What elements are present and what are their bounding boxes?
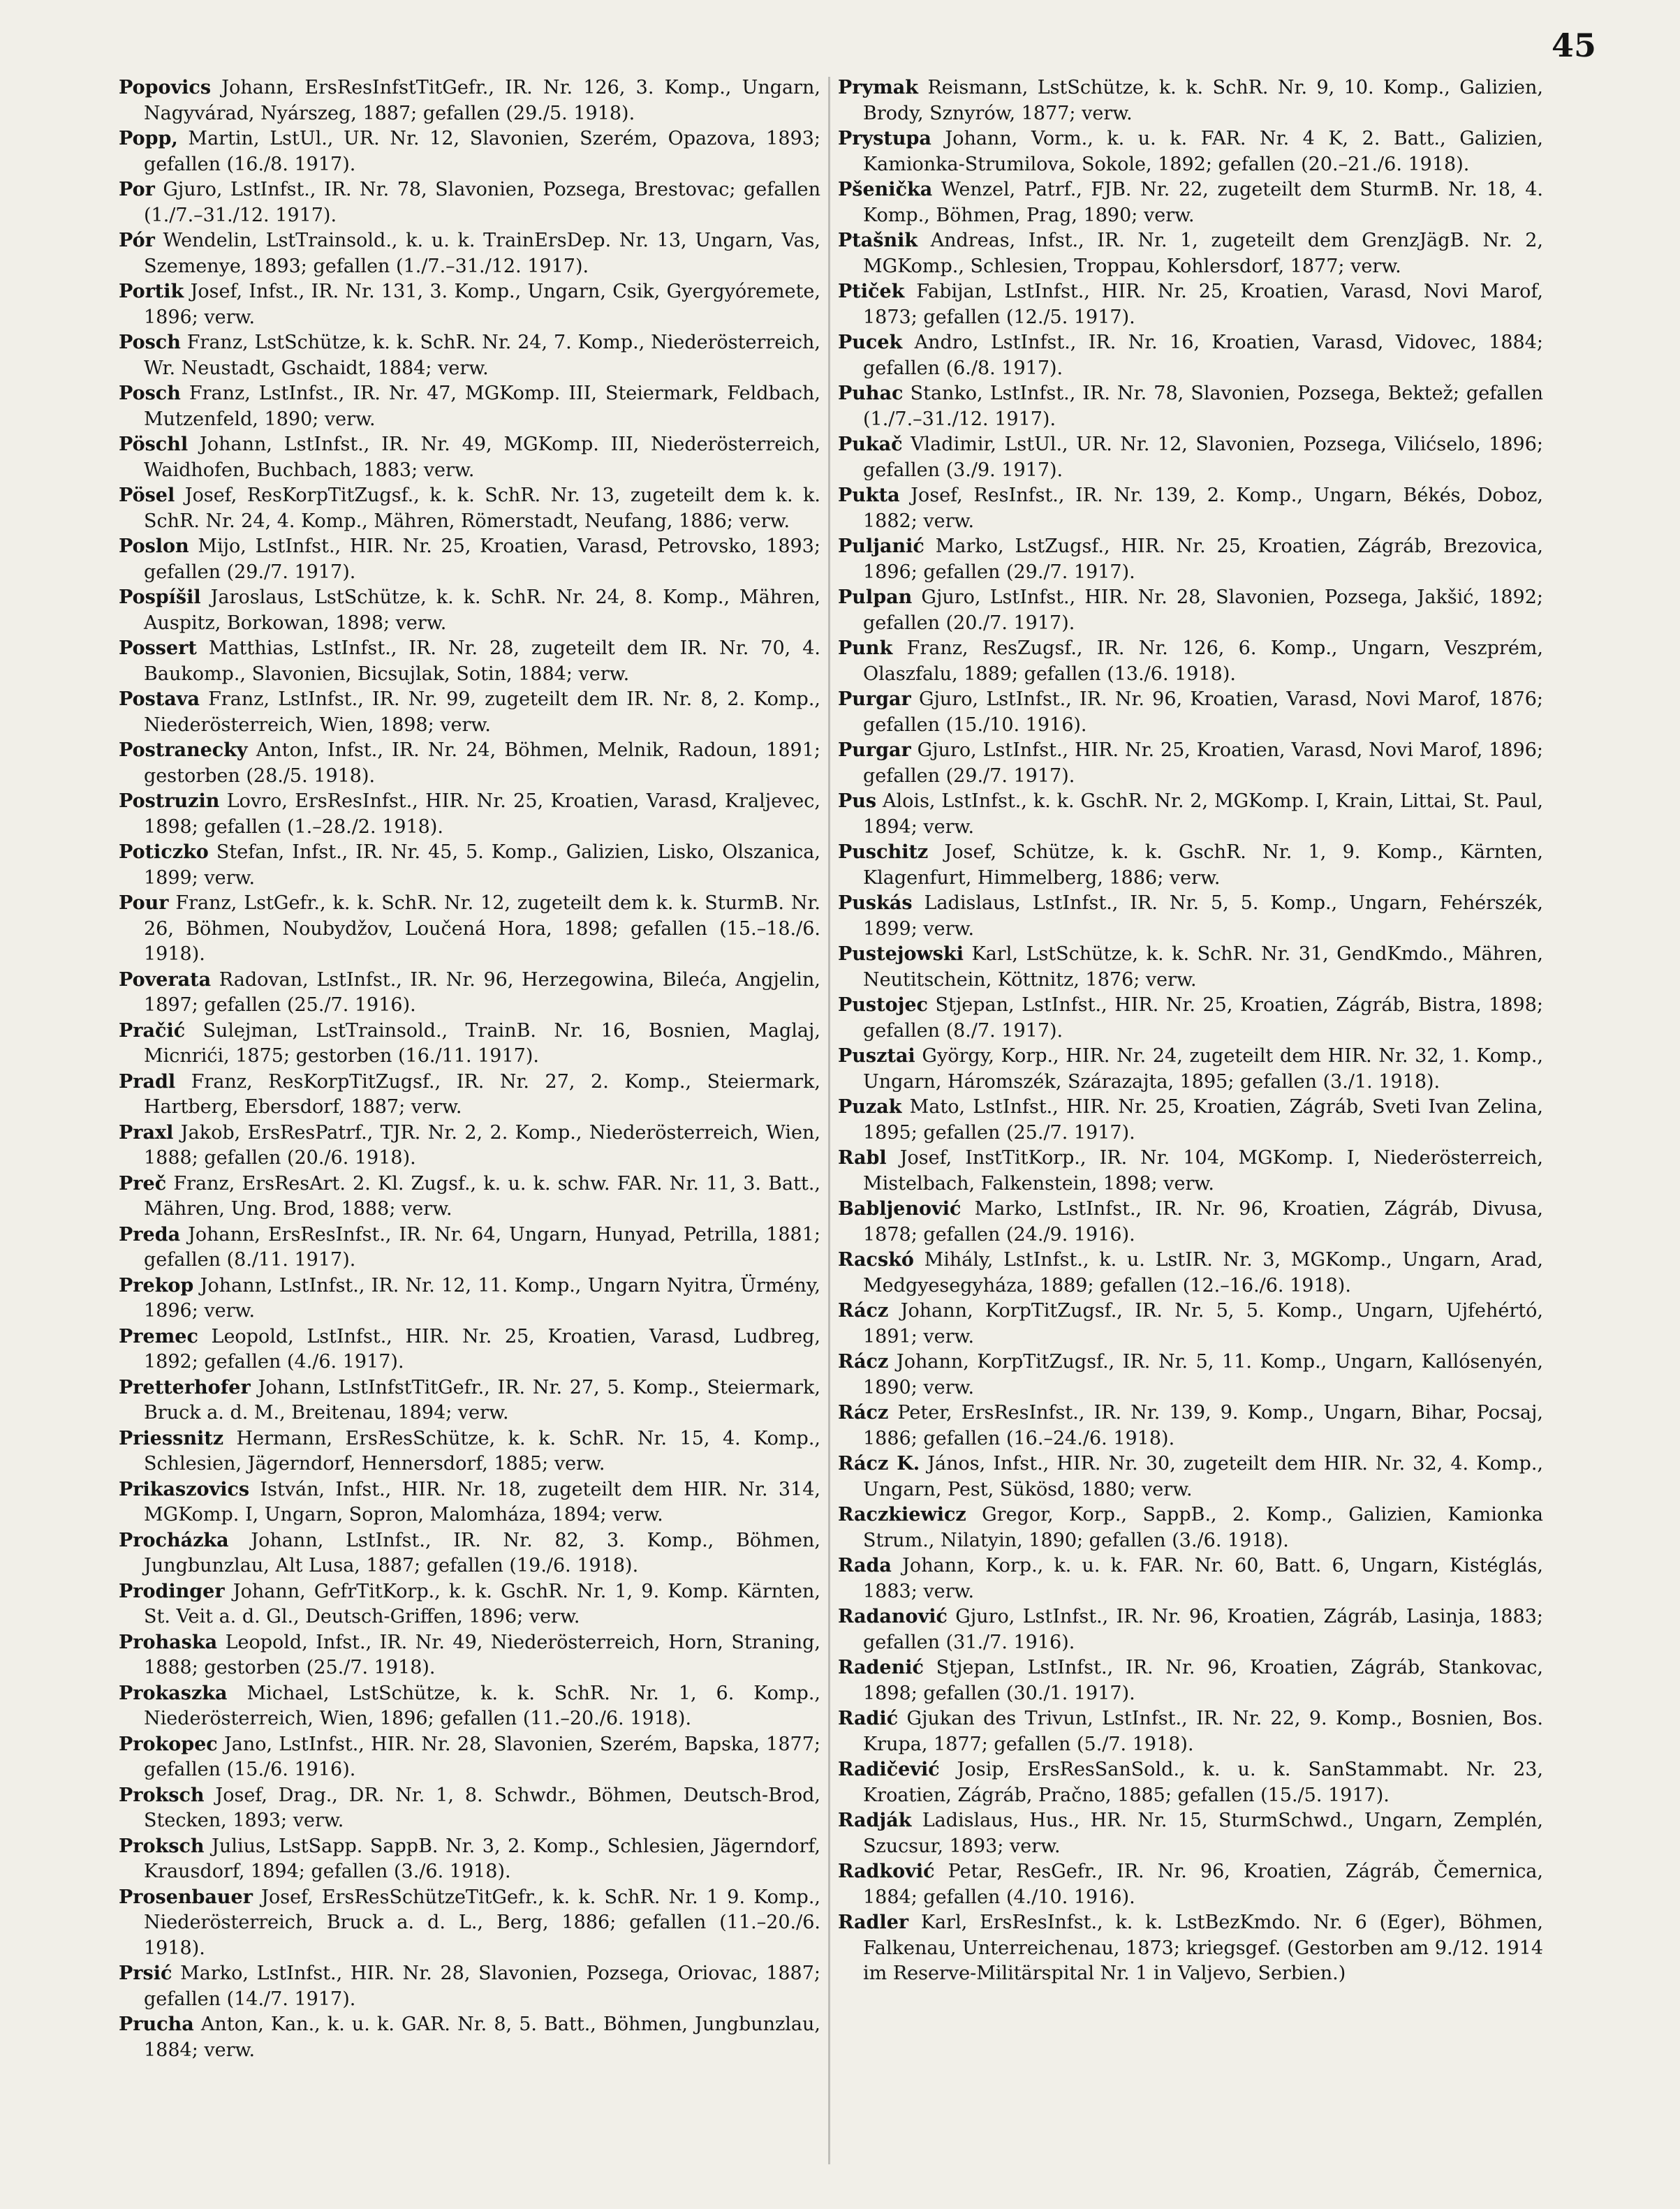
entry-details: Mijo, LstInfst., HIR. Nr. 25, Kroatien, Varasd, Petrovsko, 1893; gefallen (29./7. 1917). (144, 535, 820, 583)
entry-details: Martin, LstUl., UR. Nr. 12, Slavonien, Szerém, Opazova, 1893; gefallen (16./8. 1917). (144, 128, 820, 175)
register-entry (838, 1095, 1543, 1146)
entry-details: Johann, ErsResInfst., IR. Nr. 64, Ungarn, Hunyad, Petrilla, 1881; gefallen (8./11. 1917). (144, 1223, 820, 1271)
register-entry (119, 789, 820, 840)
entry-details: Leopold, LstInfst., HIR. Nr. 25, Kroatien, Varasd, Ludbreg, 1892; gefallen (4./6. 1917). (144, 1325, 820, 1373)
register-entry (838, 1502, 1543, 1553)
entry-details: Franz, LstSchütze, k. k. SchR. Nr. 24, 7. Komp., Niederösterreich, Wr. Neustadt, Gschaidt, 1884; verw. (144, 332, 820, 379)
register-entry (119, 75, 820, 126)
entry-details: Karl, ErsResInfst., k. k. LstBezKmdo. Nr. 6 (Eger), Böhmen, Falkenau, Unterreichenau, 1873; kriegsgef. (Gestorben am 9./12. 1914 im Reserve-Militärspital Nr. 1 in Valjevo, Serbien.) (863, 1912, 1543, 1984)
entry-surname: Posch (119, 332, 181, 353)
entry-details: Johann, Vorm., k. u. k. FAR. Nr. 4 K, 2. Batt., Galizien, Kamionka-Strumilova, Sokole, 1892; gefallen (20.–21./6. 1918). (863, 128, 1543, 175)
entry-surname: Pretterhofer (119, 1376, 251, 1398)
register-entry (119, 840, 820, 891)
entry-surname: Pustojec (838, 994, 929, 1016)
register-entry (838, 1604, 1543, 1655)
register-entry (119, 1885, 820, 1962)
entry-surname: Punk (838, 637, 893, 659)
entry-details: Josef, ResKorpTitZugsf., k. k. SchR. Nr. 13, zugeteilt dem k. k. SchR. Nr. 24, 4. Komp., Mähren, Römerstadt, Neufang, 1886; verw. (144, 485, 820, 532)
entry-surname: Radenić (838, 1657, 924, 1678)
register-entry (838, 1451, 1543, 1502)
entry-surname: Possert (119, 637, 197, 659)
entry-details: Josef, ErsResSchützeTitGefr., k. k. SchR. Nr. 1 9. Komp., Niederösterreich, Bruck a. d. L., Berg, 1886; gefallen (11.–20./6. 1918). (144, 1886, 820, 1959)
entry-details: Stefan, Infst., IR. Nr. 45, 5. Komp., Galizien, Lisko, Olszanica, 1899; verw. (144, 841, 820, 889)
register-entry (838, 1910, 1543, 1987)
entry-surname: Ptiček (838, 281, 905, 302)
entry-details: Gjukan des Trivun, LstInfst., IR. Nr. 22, 9. Komp., Bosnien, Bos. Krupa, 1877; gefallen (5./7. 1918). (863, 1708, 1543, 1755)
entry-surname: Radković (838, 1861, 935, 1882)
entry-details: Andreas, Infst., IR. Nr. 1, zugeteilt dem GrenzJägB. Nr. 2, MGKomp., Schlesien, Troppau, Kohlersdorf, 1877; verw. (863, 230, 1543, 277)
entry-surname: Pospíšil (119, 586, 201, 608)
register-entry (838, 1299, 1543, 1350)
entry-surname: Radić (838, 1708, 899, 1729)
register-entry (119, 968, 820, 1019)
register-entry (119, 1375, 820, 1426)
entry-details: Franz, LstGefr., k. k. SchR. Nr. 12, zugeteilt dem k. k. SturmB. Nr. 26, Böhmen, Noubydžov, Loučená Hora, 1898; gefallen (15.–18./6. 1918). (144, 892, 820, 965)
entry-details: Reismann, LstSchütze, k. k. SchR. Nr. 9, 10. Komp., Galizien, Brody, Sznyrów, 1877; verw. (863, 77, 1543, 124)
register-entry (838, 126, 1543, 177)
entry-details: Johann, LstInfst., IR. Nr. 12, 11. Komp., Ungarn Nyitra, Ürmény, 1896; verw. (144, 1274, 820, 1322)
entry-details: Radovan, LstInfst., IR. Nr. 96, Herzegowina, Bileća, Angjelin, 1897; gefallen (25./7. 1916). (144, 968, 820, 1016)
entry-details: Johann, KorpTitZugsf., IR. Nr. 5, 5. Komp., Ungarn, Ujfehértó, 1891; verw. (863, 1300, 1543, 1347)
entry-details: Gjuro, LstInfst., HIR. Nr. 25, Kroatien, Varasd, Novi Marof, 1896; gefallen (29./7. 1917). (863, 739, 1543, 787)
entry-details: Fabijan, LstInfst., HIR. Nr. 25, Kroatien, Varasd, Novi Marof, 1873; gefallen (12./5. 1917). (863, 281, 1543, 328)
entry-surname: Puzak (838, 1096, 902, 1118)
register-entry (119, 1324, 820, 1375)
register-entry (838, 1401, 1543, 1451)
entry-surname: Prucha (119, 2014, 194, 2035)
entry-details: Josef, Infst., IR. Nr. 131, 3. Komp., Ungarn, Csik, Gyergyóremete, 1896; verw. (144, 281, 820, 328)
entry-surname: Por (119, 179, 155, 200)
left-column (119, 75, 820, 2063)
entry-details: Jaroslaus, LstSchütze, k. k. SchR. Nr. 24, 8. Komp., Mähren, Auspitz, Borkowan, 1898; verw. (144, 586, 820, 634)
register-entry (119, 1426, 820, 1477)
entry-surname: Puschitz (838, 841, 929, 863)
entry-surname: Posch (119, 383, 181, 404)
entry-details: Karl, LstSchütze, k. k. SchR. Nr. 31, GendKmdo., Mähren, Neutitschein, Köttnitz, 1876; verw. (863, 943, 1543, 991)
entry-surname: Prokopec (119, 1733, 218, 1755)
entry-surname: Pšenička (838, 179, 933, 200)
entry-details: Jano, LstInfst., HIR. Nr. 28, Slavonien, Szerém, Bapska, 1877; gefallen (15./6. 1916). (144, 1733, 820, 1780)
register-entry (119, 534, 820, 585)
register-entry (119, 1070, 820, 1121)
register-entry (119, 1783, 820, 1834)
entry-details: Wendelin, LstTrainsold., k. u. k. TrainErsDep. Nr. 13, Ungarn, Vas, Szemenye, 1893; gefallen (1./7.–31./12. 1917). (144, 230, 820, 277)
register-entry (838, 279, 1543, 330)
entry-details: Wenzel, Patrf., FJB. Nr. 22, zugeteilt dem SturmB. Nr. 18, 4. Komp., Böhmen, Prag, 1890; verw. (863, 179, 1543, 226)
register-entry (838, 687, 1543, 738)
entry-details: Johann, KorpTitZugsf., IR. Nr. 5, 11. Komp., Ungarn, Kallósenyén, 1890; verw. (863, 1351, 1543, 1398)
entry-surname: Poslon (119, 535, 189, 557)
entry-surname: Praxl (119, 1121, 174, 1144)
entry-surname: Procházka (119, 1529, 229, 1551)
entry-surname: Puhac (838, 383, 904, 404)
entry-surname: Radanović (838, 1606, 948, 1627)
entry-details: István, Infst., HIR. Nr. 18, zugeteilt dem HIR. Nr. 314, MGKomp. I, Ungarn, Sopron, Malomháza, 1894; verw. (144, 1478, 820, 1525)
entry-details: Stjepan, LstInfst., IR. Nr. 96, Kroatien, Zágráb, Stankovac, 1898; gefallen (30./1. 1917). (863, 1657, 1543, 1704)
entry-details: Ladislaus, Hus., HR. Nr. 15, SturmSchwd., Ungarn, Zemplén, Szucsur, 1893; verw. (863, 1810, 1543, 1857)
entry-details: Anton, Infst., IR. Nr. 24, Böhmen, Melnik, Radoun, 1891; gestorben (28./5. 1918). (144, 739, 820, 787)
entry-surname: Purgar (838, 739, 911, 761)
entry-surname: Rácz K. (838, 1453, 920, 1475)
entry-surname: Poverata (119, 968, 212, 991)
register-entry (119, 1732, 820, 1783)
entry-details: Franz, ResZugsf., IR. Nr. 126, 6. Komp., Ungarn, Veszprém, Olaszfalu, 1889; gefallen (13./6. 1918). (863, 637, 1543, 685)
entry-details: Matthias, LstInfst., IR. Nr. 28, zugeteilt dem IR. Nr. 70, 4. Baukomp., Slavonien, Bicsujlak, Sotin, 1884; verw. (144, 637, 820, 685)
entry-surname: Pösel (119, 485, 175, 506)
register-entry (838, 1655, 1543, 1706)
register-entry (838, 1808, 1543, 1859)
entry-details: Franz, ErsResArt. 2. Kl. Zugsf., k. u. k. schw. FAR. Nr. 11, 3. Batt., Mähren, Ung. Brod, 1888; verw. (144, 1172, 820, 1220)
entry-details: Gjuro, LstInfst., IR. Nr. 96, Kroatien, Varasd, Novi Marof, 1876; gefallen (15./10. 1916). (863, 688, 1543, 736)
entry-details: Michael, LstSchütze, k. k. SchR. Nr. 1, 6. Komp., Niederösterreich, Wien, 1896; gefallen (11.–20./6. 1918). (144, 1682, 820, 1729)
entry-details: Johann, LstInfst., IR. Nr. 82, 3. Komp., Böhmen, Jungbunzlau, Alt Lusa, 1887; gefallen (19./6. 1918). (144, 1529, 820, 1576)
entry-surname: Rácz (838, 1402, 889, 1424)
register-entry (119, 1579, 820, 1630)
register-entry (838, 1859, 1543, 1910)
entry-details: Franz, LstInfst., IR. Nr. 99, zugeteilt dem IR. Nr. 8, 2. Komp., Niederösterreich, Wien, 1898; verw. (144, 688, 820, 736)
entry-details: Anton, Kan., k. u. k. GAR. Nr. 8, 5. Batt., Böhmen, Jungbunzlau, 1884; verw. (144, 2014, 820, 2061)
entry-surname: Popp, (119, 128, 178, 149)
entry-surname: Raczkiewicz (838, 1504, 966, 1525)
register-entry (838, 432, 1543, 483)
entry-surname: Prosenbauer (119, 1886, 253, 1908)
entry-details: Gjuro, LstInfst., HIR. Nr. 28, Slavonien, Pozsega, Jakšić, 1892; gefallen (20./7. 1917). (863, 586, 1543, 634)
entry-details: Andro, LstInfst., IR. Nr. 16, Kroatien, Varasd, Vidovec, 1884; gefallen (6./8. 1917). (863, 332, 1543, 379)
entry-details: Lovro, ErsResInfst., HIR. Nr. 25, Kroatien, Varasd, Kraljevec, 1898; gefallen (1.–28./2. 1918). (144, 790, 820, 838)
entry-surname: Prekop (119, 1274, 194, 1296)
register-entry (119, 891, 820, 968)
register-entry (838, 636, 1543, 687)
entry-surname: Preč (119, 1172, 167, 1195)
entry-details: Mato, LstInfst., HIR. Nr. 25, Kroatien, Zágráb, Sveti Ivan Zelina, 1895; gefallen (25./7. 1917). (863, 1096, 1543, 1144)
entry-surname: Rácz (838, 1300, 889, 1322)
register-entry (838, 1706, 1543, 1757)
entry-surname: Prikaszovics (119, 1478, 250, 1500)
entry-surname: Rabl (838, 1147, 887, 1169)
register-entry (119, 330, 820, 381)
entry-surname: Pöschl (119, 434, 189, 455)
entry-surname: Postruzin (119, 790, 220, 812)
entry-details: Gjuro, LstInfst., IR. Nr. 96, Kroatien, Zágráb, Lasinja, 1883; gefallen (31./7. 1916). (863, 1606, 1543, 1653)
entry-surname: Portik (119, 281, 184, 302)
entry-surname: Puskás (838, 892, 913, 914)
register-entry (838, 483, 1543, 534)
register-entry (119, 177, 820, 228)
page-number: 45 (1551, 27, 1596, 64)
register-entry (119, 636, 820, 687)
entry-details: Josef, InstTitKorp., IR. Nr. 104, MGKomp. I, Niederösterreich, Mistelbach, Falkenstein, 1898; verw. (863, 1147, 1543, 1195)
register-entry (838, 1197, 1543, 1248)
right-column (838, 75, 1543, 1987)
register-entry (838, 534, 1543, 585)
register-entry (838, 330, 1543, 381)
register-entry (838, 1146, 1543, 1197)
entry-surname: Poticzko (119, 841, 209, 863)
entry-surname: Racskó (838, 1249, 914, 1271)
entry-surname: Prystupa (838, 128, 931, 149)
entry-surname: Pulpan (838, 586, 913, 608)
register-entry (838, 75, 1543, 126)
register-entry (838, 228, 1543, 279)
entry-surname: Pór (119, 230, 155, 251)
entry-surname: Prohaska (119, 1631, 218, 1653)
register-entry (838, 738, 1543, 789)
entry-details: János, Infst., HIR. Nr. 30, zugeteilt dem HIR. Nr. 32, 4. Komp., Ungarn, Pest, Sükösd, 1880; verw. (863, 1453, 1543, 1500)
entry-surname: Pradl (119, 1070, 176, 1093)
register-entry (119, 1681, 820, 1732)
entry-surname: Radják (838, 1810, 912, 1831)
register-entry (838, 1248, 1543, 1299)
entry-details: Stanko, LstInfst., IR. Nr. 78, Slavonien, Pozsega, Bektež; gefallen (1./7.–31./12. 1917). (863, 383, 1544, 430)
entry-surname: Postava (119, 688, 200, 710)
register-entry (838, 177, 1543, 228)
register-entry (119, 1019, 820, 1070)
register-entry (838, 789, 1543, 840)
register-entry (838, 993, 1543, 1044)
entry-details: Alois, LstInfst., k. k. GschR. Nr. 2, MGKomp. I, Krain, Littai, St. Paul, 1894; verw. (863, 790, 1543, 838)
register-entry (119, 1961, 820, 2012)
entry-surname: Prokaszka (119, 1682, 228, 1704)
entry-surname: Premec (119, 1325, 198, 1347)
register-entry (119, 1172, 820, 1222)
entry-details: György, Korp., HIR. Nr. 24, zugeteilt dem HIR. Nr. 32, 1. Komp., Ungarn, Háromszék, Szárazajta, 1895; gefallen (3./1. 1918). (863, 1045, 1543, 1093)
entry-details: Gregor, Korp., SappB., 2. Komp., Galizien, Kamionka Strum., Nilatyin, 1890; gefallen (3./6. 1918). (863, 1504, 1543, 1551)
register-entry (119, 1121, 820, 1172)
entry-details: Josef, Schütze, k. k. GschR. Nr. 1, 9. Komp., Kärnten, Klagenfurt, Himmelberg, 1886; verw. (863, 841, 1543, 889)
entry-details: Vladimir, LstUl., UR. Nr. 12, Slavonien, Pozsega, Vilićselo, 1896; gefallen (3./9. 1917). (863, 434, 1543, 481)
register-entry (119, 381, 820, 432)
register-entry (119, 1630, 820, 1681)
entry-surname: Priessnitz (119, 1427, 224, 1449)
entry-surname: Proksch (119, 1784, 205, 1806)
entry-surname: Pus (838, 790, 877, 812)
entry-details: Gjuro, LstInfst., IR. Nr. 78, Slavonien, Pozsega, Brestovac; gefallen (1./7.–31./12. 1917). (144, 179, 820, 226)
entry-details: Mihály, LstInfst., k. u. LstIR. Nr. 3, MGKomp., Ungarn, Arad, Medgyesegyháza, 1889; gefallen (12.–16./6. 1918). (863, 1249, 1543, 1296)
register-entry (119, 1528, 820, 1579)
entry-surname: Pukač (838, 434, 903, 455)
entry-details: Johann, LstInfstTitGefr., IR. Nr. 27, 5. Komp., Steiermark, Bruck a. d. M., Breitenau, 1894; verw. (144, 1376, 820, 1424)
entry-surname: Puljanić (838, 535, 924, 557)
register-entry (838, 942, 1543, 993)
register-entry (119, 126, 820, 177)
entry-surname: Rada (838, 1555, 892, 1576)
register-entry (838, 1553, 1543, 1604)
register-entry (119, 2012, 820, 2063)
entry-surname: Prodinger (119, 1580, 225, 1602)
entry-details: Sulejman, LstTrainsold., TrainB. Nr. 16, Bosnien, Maglaj, Micnrići, 1875; gestorben (16./11. 1917). (144, 1019, 820, 1067)
entry-details: Josef, Drag., DR. Nr. 1, 8. Schwdr., Böhmen, Deutsch-Brod, Stecken, 1893; verw. (144, 1784, 820, 1831)
register-entry (119, 738, 820, 789)
entry-surname: Radler (838, 1912, 909, 1933)
entry-details: Julius, LstSapp. SappB. Nr. 3, 2. Komp., Schlesien, Jägerndorf, Krausdorf, 1894; gefallen (3./6. 1918). (144, 1835, 820, 1882)
entry-surname: Pukta (838, 485, 900, 506)
entry-surname: Rácz (838, 1351, 889, 1373)
entry-details: Marko, LstZugsf., HIR. Nr. 25, Kroatien, Zágráb, Brezovica, 1896; gefallen (29./7. 1917). (863, 535, 1544, 583)
entry-details: Johann, ErsResInfstTitGefr., IR. Nr. 126, 3. Komp., Ungarn, Nagyvárad, Nyárszeg, 1887; gefallen (29./5. 1918). (144, 77, 820, 124)
entry-details: Stjepan, LstInfst., HIR. Nr. 25, Kroatien, Zágráb, Bistra, 1898; gefallen (8./7. 1917). (863, 994, 1543, 1042)
entry-surname: Pusztai (838, 1045, 915, 1067)
entry-details: Johann, LstInfst., IR. Nr. 49, MGKomp. III, Niederösterreich, Waidhofen, Buchbach, 1883; verw. (144, 434, 820, 481)
register-entry (119, 1273, 820, 1324)
entry-surname: Pračić (119, 1019, 186, 1042)
register-entry (119, 279, 820, 330)
register-entry (119, 585, 820, 636)
column-divider (828, 77, 830, 2164)
register-entry (119, 228, 820, 279)
register-entry (838, 891, 1543, 942)
entry-surname: Ptašnik (838, 230, 918, 251)
entry-surname: Prymak (838, 77, 918, 98)
register-entry (119, 1834, 820, 1885)
entry-surname: Prsić (119, 1963, 172, 1984)
entry-details: Ladislaus, LstInfst., IR. Nr. 5, 5. Komp., Ungarn, Fehérszék, 1899; verw. (863, 892, 1543, 940)
register-entry (119, 1477, 820, 1528)
entry-details: Marko, LstInfst., IR. Nr. 96, Kroatien, Zágráb, Divusa, 1878; gefallen (24./9. 1916). (863, 1198, 1544, 1246)
entry-details: Jakob, ErsResPatrf., TJR. Nr. 2, 2. Komp., Niederösterreich, Wien, 1888; gefallen (20./6. 1918). (144, 1121, 820, 1169)
register-entry (838, 381, 1543, 432)
entry-details: Leopold, Infst., IR. Nr. 49, Niederösterreich, Horn, Straning, 1888; gestorben (25./7. 1918). (144, 1631, 820, 1678)
entry-surname: Pustejowski (838, 943, 964, 965)
register-entry (838, 1044, 1543, 1095)
entry-details: Marko, LstInfst., HIR. Nr. 28, Slavonien, Pozsega, Oriovac, 1887; gefallen (14./7. 1917). (144, 1963, 820, 2010)
entry-surname: Babljenović (838, 1198, 961, 1220)
entry-surname: Proksch (119, 1835, 205, 1857)
entry-details: Josip, ErsResSanSold., k. u. k. SanStammabt. Nr. 23, Kroatien, Zágráb, Pračno, 1885; gefallen (15./5. 1917). (863, 1759, 1544, 1806)
entry-details: Peter, ErsResInfst., IR. Nr. 139, 9. Komp., Ungarn, Bihar, Pocsaj, 1886; gefallen (16.–24./6. 1918). (863, 1402, 1543, 1449)
entry-details: Franz, ResKorpTitZugsf., IR. Nr. 27, 2. Komp., Steiermark, Hartberg, Ebersdorf, 1887; verw. (144, 1070, 820, 1118)
entry-details: Josef, ResInfst., IR. Nr. 139, 2. Komp., Ungarn, Békés, Doboz, 1882; verw. (863, 485, 1543, 532)
register-entry (119, 432, 820, 483)
entry-details: Hermann, ErsResSchütze, k. k. SchR. Nr. 15, 4. Komp., Schlesien, Jägerndorf, Hennersdorf, 1885; verw. (144, 1427, 820, 1475)
register-entry (119, 1222, 820, 1273)
entry-details: Franz, LstInfst., IR. Nr. 47, MGKomp. III, Steiermark, Feldbach, Mutzenfeld, 1890; verw. (144, 383, 820, 430)
entry-details: Petar, ResGefr., IR. Nr. 96, Kroatien, Zágráb, Čemernica, 1884; gefallen (4./10. 1916). (863, 1861, 1543, 1908)
register-entry (838, 1350, 1543, 1401)
entry-surname: Postranecky (119, 739, 248, 761)
register-entry (838, 840, 1543, 891)
entry-surname: Pour (119, 892, 169, 914)
entry-surname: Popovics (119, 77, 212, 98)
register-entry (838, 1757, 1543, 1808)
register-entry (838, 585, 1543, 636)
entry-surname: Purgar (838, 688, 911, 710)
entry-details: Johann, GefrTitKorp., k. k. GschR. Nr. 1, 9. Komp. Kärnten, St. Veit a. d. Gl., Deutsch-Griffen, 1896; verw. (144, 1580, 820, 1627)
register-entry (119, 483, 820, 534)
entry-surname: Pucek (838, 332, 903, 353)
entry-details: Johann, Korp., k. u. k. FAR. Nr. 60, Batt. 6, Ungarn, Kistéglás, 1883; verw. (863, 1555, 1543, 1602)
entry-surname: Radičević (838, 1759, 940, 1780)
entry-surname: Preda (119, 1223, 181, 1246)
register-entry (119, 687, 820, 738)
